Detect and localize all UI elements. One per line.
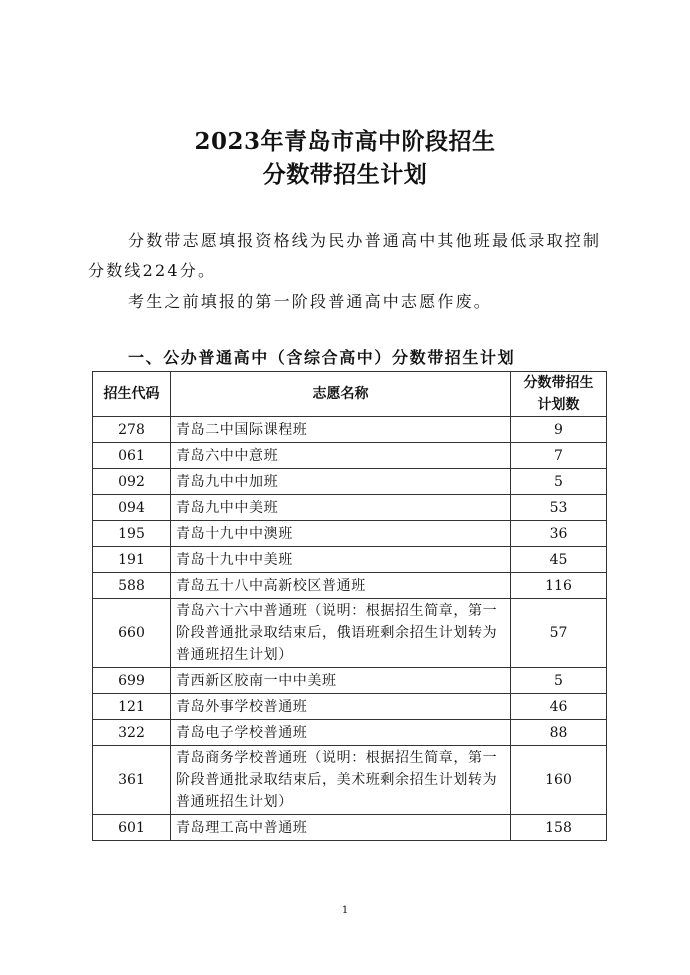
enrollment-plan-table bbox=[92, 371, 607, 841]
table-row bbox=[93, 443, 607, 469]
eligibility-paragraph: 分数带志愿填报资格线为民办普通高中其他班最低录取控制分数线224分。 bbox=[88, 231, 602, 280]
row-name: 青岛二中国际课程班 bbox=[171, 417, 511, 443]
table-row bbox=[93, 573, 607, 599]
row-name: 青西新区胶南一中中美班 bbox=[171, 668, 511, 694]
row-name: 青岛五十八中高新校区普通班 bbox=[171, 573, 511, 599]
header-count bbox=[511, 372, 607, 417]
row-count: 88 bbox=[511, 720, 607, 746]
row-code: 195 bbox=[93, 521, 171, 547]
row-code: 660 bbox=[93, 599, 171, 668]
row-code: 601 bbox=[93, 815, 171, 841]
row-code: 278 bbox=[93, 417, 171, 443]
row-code: 699 bbox=[93, 668, 171, 694]
row-code: 092 bbox=[93, 469, 171, 495]
row-count: 57 bbox=[511, 599, 607, 668]
row-code: 588 bbox=[93, 573, 171, 599]
header-name: 志愿名称 bbox=[171, 372, 511, 417]
table-row bbox=[93, 495, 607, 521]
header-count-line-2: 计划数 bbox=[537, 397, 580, 413]
table-row bbox=[93, 599, 607, 668]
table-header-row bbox=[93, 372, 607, 417]
row-code: 191 bbox=[93, 547, 171, 573]
row-count: 46 bbox=[511, 694, 607, 720]
table-row bbox=[93, 720, 607, 746]
table-row bbox=[93, 417, 607, 443]
row-name: 青岛电子学校普通班 bbox=[171, 720, 511, 746]
row-count: 5 bbox=[511, 668, 607, 694]
row-name: 青岛六中中意班 bbox=[171, 443, 511, 469]
row-code: 061 bbox=[93, 443, 171, 469]
void-notice-paragraph: 考生之前填报的第一阶段普通高中志愿作废。 bbox=[128, 292, 493, 311]
table-row bbox=[93, 746, 607, 815]
table-row bbox=[93, 469, 607, 495]
row-name: 青岛九中中加班 bbox=[171, 469, 511, 495]
header-code: 招生代码 bbox=[93, 372, 171, 417]
row-name: 青岛六十六中普通班（说明：根据招生简章，第一阶段普通批录取结束后，俄语班剩余招生计划转为普通班招生计划） bbox=[171, 599, 511, 668]
row-code: 322 bbox=[93, 720, 171, 746]
table-row bbox=[93, 668, 607, 694]
row-count: 158 bbox=[511, 815, 607, 841]
row-code: 121 bbox=[93, 694, 171, 720]
row-code: 094 bbox=[93, 495, 171, 521]
row-name: 青岛十九中中美班 bbox=[171, 547, 511, 573]
row-count: 7 bbox=[511, 443, 607, 469]
table-row bbox=[93, 815, 607, 841]
row-count: 9 bbox=[511, 417, 607, 443]
row-count: 116 bbox=[511, 573, 607, 599]
row-count: 45 bbox=[511, 547, 607, 573]
document-title-line-1: 2023年青岛市高中阶段招生 bbox=[194, 128, 496, 155]
page-number: 1 bbox=[341, 905, 349, 916]
row-name: 青岛理工高中普通班 bbox=[171, 815, 511, 841]
table-row bbox=[93, 694, 607, 720]
row-name: 青岛外事学校普通班 bbox=[171, 694, 511, 720]
document-title-line-2: 分数带招生计划 bbox=[262, 161, 428, 188]
table-row bbox=[93, 547, 607, 573]
row-count: 5 bbox=[511, 469, 607, 495]
section-heading: 一、公办普通高中（含综合高中）分数带招生计划 bbox=[128, 348, 516, 367]
row-name: 青岛十九中中澳班 bbox=[171, 521, 511, 547]
row-name: 青岛商务学校普通班（说明：根据招生简章，第一阶段普通批录取结束后，美术班剩余招生计划转为普通班招生计划） bbox=[171, 746, 511, 815]
row-count: 36 bbox=[511, 521, 607, 547]
row-count: 53 bbox=[511, 495, 607, 521]
header-count-line-1: 分数带招生 bbox=[523, 375, 594, 391]
table-row bbox=[93, 521, 607, 547]
row-name: 青岛九中中美班 bbox=[171, 495, 511, 521]
row-code: 361 bbox=[93, 746, 171, 815]
row-count: 160 bbox=[511, 746, 607, 815]
